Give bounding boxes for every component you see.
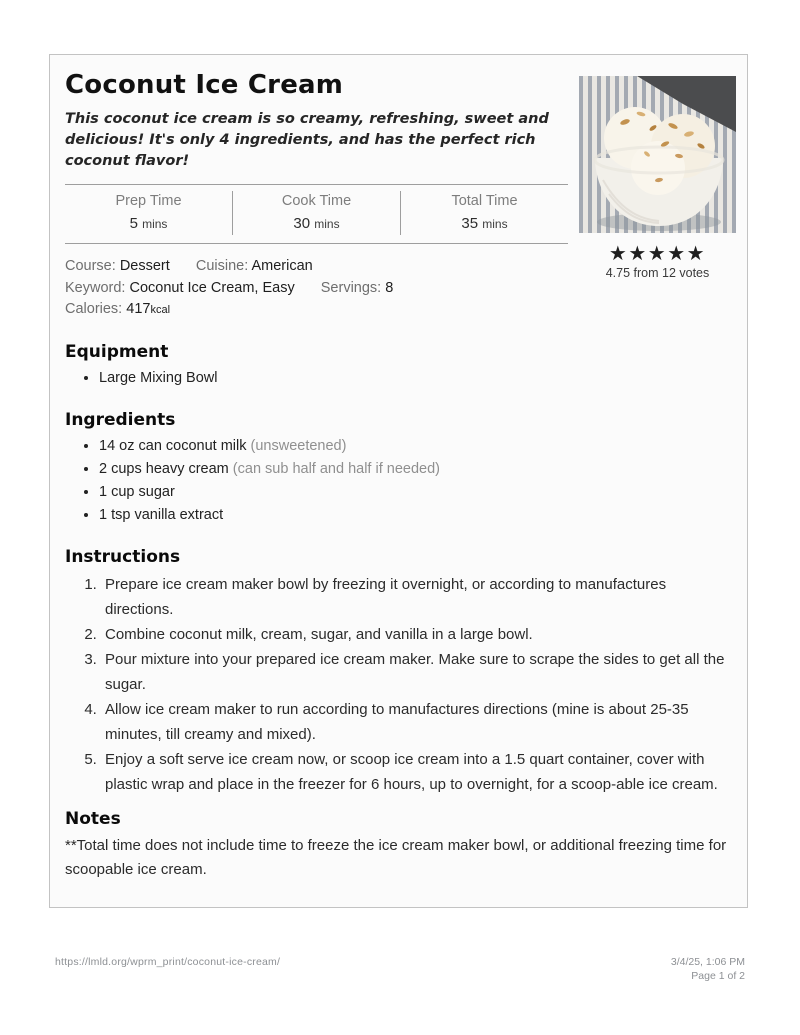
total-time-value: 35 mins [461,215,508,232]
cook-time-label: Cook Time [281,193,352,209]
servings-label: Servings: [320,279,382,296]
rating-votes-text: 4.75 from 12 votes [605,266,710,280]
recipe-header [65,69,736,322]
prep-time-label: Prep Time [115,193,182,209]
notes-text: **Total time does not include time to freeze the ice cream maker bowl, or additional freezing time for scoopable ice cream. [65,836,727,878]
calories-unit: kcal [150,304,171,316]
instruction-step: 5. Enjoy a soft serve ice cream now, or scoop ice cream into a 1.5 quart container, cover with plastic wrap and place in the freezer for 6 hours, up to overnight, for a scoop-able ice cream. [101,747,736,797]
instruction-step: 4. Allow ice cream maker to run according to manufactures directions (mine is about 25-35 minutes, till creamy and mixed). [101,697,736,747]
recipe-photo [579,76,736,233]
recipe-header-left [65,69,568,322]
instructions-list [65,572,736,797]
footer-datetime: 3/4/25, 1:06 PM [670,956,745,968]
recipe-title: Coconut Ice Cream [65,70,344,100]
ingredient-item: • 1 tsp vanilla extract [99,504,736,527]
servings-value: 8 [385,279,394,296]
photo-column [579,76,736,281]
instruction-step: 1. Prepare ice cream maker bowl by freezing it overnight, or according to manufactures directions. [101,572,736,622]
ingredient-item: • 2 cups heavy cream (can sub half and half if needed) [99,458,736,481]
ingredient-note: (can sub half and half if needed) [232,460,440,477]
star-rating-icons: ★★★★★ [608,241,707,265]
instruction-step: 3. Pour mixture into your prepared ice cream maker. Make sure to scrape the sides to get all the sugar. [101,647,736,697]
time-table [65,184,568,244]
footer-url: https://lmld.org/wprm_print/coconut-ice-cream/ [55,956,281,968]
cuisine-label: Cuisine: [195,258,249,274]
footer-right [671,955,745,983]
cook-time-cell [232,191,400,235]
prep-time-value: 5 mins [129,215,168,232]
instruction-step: 2. Combine coconut milk, cream, sugar, and vanilla in a large bowl. [101,622,736,647]
calories-value: 417 [126,301,151,317]
print-footer [55,955,745,983]
notes-heading: Notes [65,808,121,829]
ingredients-list [65,435,736,527]
keyword-value: Coconut Ice Cream, Easy [129,279,295,296]
ingredients-heading: Ingredients [65,409,176,430]
ingredient-note: (unsweetened) [250,437,347,454]
ingredient-item: • 1 cup sugar [99,481,736,504]
instructions-heading: Instructions [65,546,181,567]
recipe-summary: This coconut ice cream is so creamy, refreshing, sweet and delicious! It's only 4 ingredients, and has the perfect rich coconut flavor! [65,111,549,169]
total-time-cell [400,191,568,235]
total-time-label: Total Time [451,193,518,209]
recipe-meta [65,256,568,322]
cuisine-value: American [251,258,313,274]
calories-label: Calories: [65,301,123,317]
course-value: Dessert [119,258,170,274]
keyword-label: Keyword: [65,279,126,296]
equipment-list [65,367,736,390]
footer-page-number: Page 1 of 2 [691,970,745,982]
meta-line-keyword-servings [65,278,568,300]
cook-time-value: 30 mins [293,215,340,232]
meta-line-calories [65,299,568,322]
ingredient-item: • 14 oz can coconut milk (unsweetened) [99,435,736,458]
meta-line-course-cuisine [65,256,568,278]
equipment-item: • Large Mixing Bowl [99,367,736,390]
course-label: Course: [65,258,116,274]
prep-time-cell [65,191,232,235]
recipe-card [49,54,748,908]
equipment-heading: Equipment [65,341,169,362]
